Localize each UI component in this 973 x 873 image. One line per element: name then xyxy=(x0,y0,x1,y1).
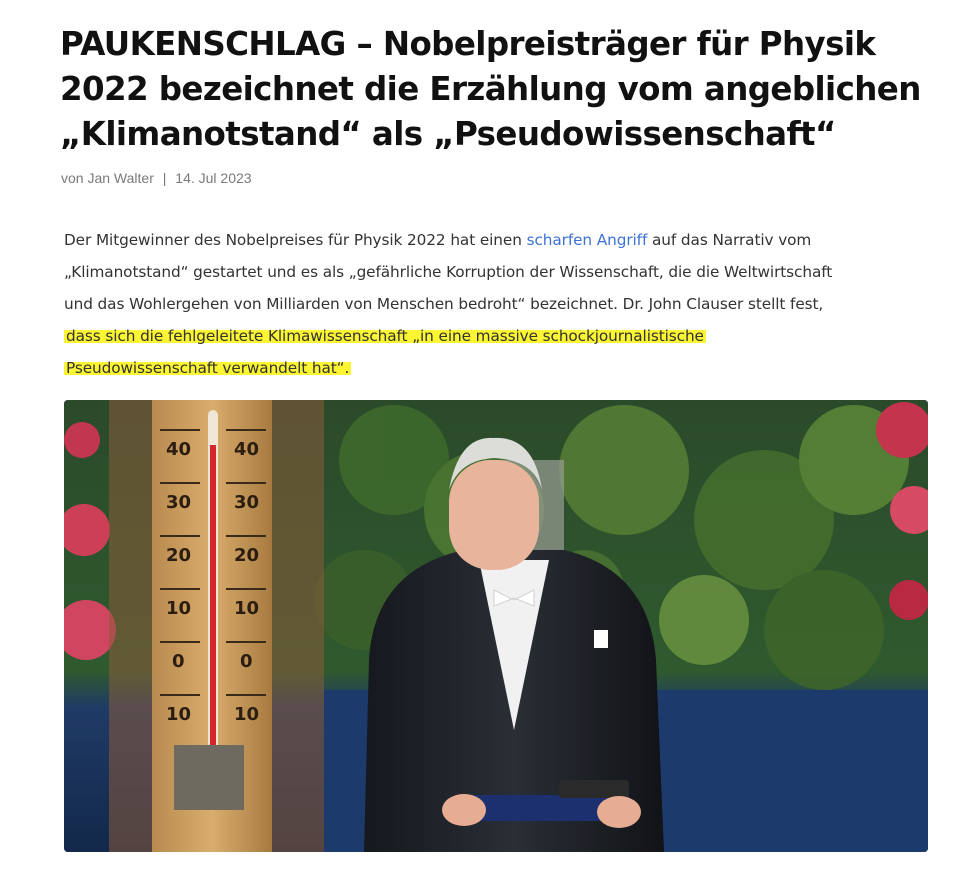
thermometer-mercury xyxy=(210,445,216,765)
paragraph-line-2: „Klimanotstand“ gestartet und es als „gefährliche Korruption der Wissenschaft, die die Weltwirtschaft xyxy=(64,263,833,281)
paragraph-text: Der Mitgewinner des Nobelpreises für Physik 2022 hat einen xyxy=(64,231,527,249)
article-image xyxy=(64,400,928,852)
thermo-label-40: 40 xyxy=(234,439,260,460)
publish-date: 14. Jul 2023 xyxy=(175,170,252,186)
paragraph-line-1 xyxy=(64,224,934,256)
paragraph-line-3: und das Wohlergehen von Milliarden von Menschen bedroht“ bezeichnet. Dr. John Clauser stellt fest, xyxy=(64,295,824,313)
article-title xyxy=(60,22,940,157)
right-hand xyxy=(597,796,641,828)
title-line-1: PAUKENSCHLAG – Nobelpreisträger für Physik xyxy=(60,25,876,63)
article-image-graphic xyxy=(64,400,928,852)
paragraph-text: auf das Narrativ vom xyxy=(647,231,812,249)
thermo-label-20: 20 xyxy=(234,545,260,566)
paragraph-line-5 xyxy=(64,352,934,384)
thermo-label-30: 30 xyxy=(166,492,192,513)
author-byline: von Jan Walter xyxy=(61,170,154,186)
thermo-label-10: 10 xyxy=(166,598,192,619)
thermo-label-10: 10 xyxy=(234,598,260,619)
thermo-label-40: 40 xyxy=(166,439,192,460)
article-paragraph xyxy=(64,224,934,384)
thermo-label-0: 0 xyxy=(240,651,253,672)
face xyxy=(449,460,539,570)
thermometer-bulb-guard xyxy=(174,745,244,810)
highlighted-quote: Pseudowissenschaft verwandelt hat“. xyxy=(66,359,350,377)
medal-box xyxy=(559,780,629,798)
left-hand xyxy=(442,794,486,826)
article-meta xyxy=(61,170,252,186)
title-line-2: 2022 bezeichnet die Erzählung vom angeblichen xyxy=(60,70,921,108)
title-line-3: „Klimanotstand“ als „Pseudowissenschaft“ xyxy=(60,115,836,153)
scharfen-angriff-link[interactable]: scharfen Angriff xyxy=(526,231,648,249)
thermo-label-20: 20 xyxy=(166,545,192,566)
meta-separator: | xyxy=(162,170,167,186)
thermo-label-30: 30 xyxy=(234,492,260,513)
paragraph-line-4 xyxy=(64,320,934,352)
thermo-label-minus10: 10 xyxy=(166,704,192,725)
thermo-label-0: 0 xyxy=(172,651,185,672)
thermo-label-minus10: 10 xyxy=(234,704,260,725)
highlighted-quote: dass sich die fehlgeleitete Klimawissenschaft „in eine massive schockjournalistische xyxy=(66,327,704,345)
pocket-square xyxy=(594,630,608,648)
